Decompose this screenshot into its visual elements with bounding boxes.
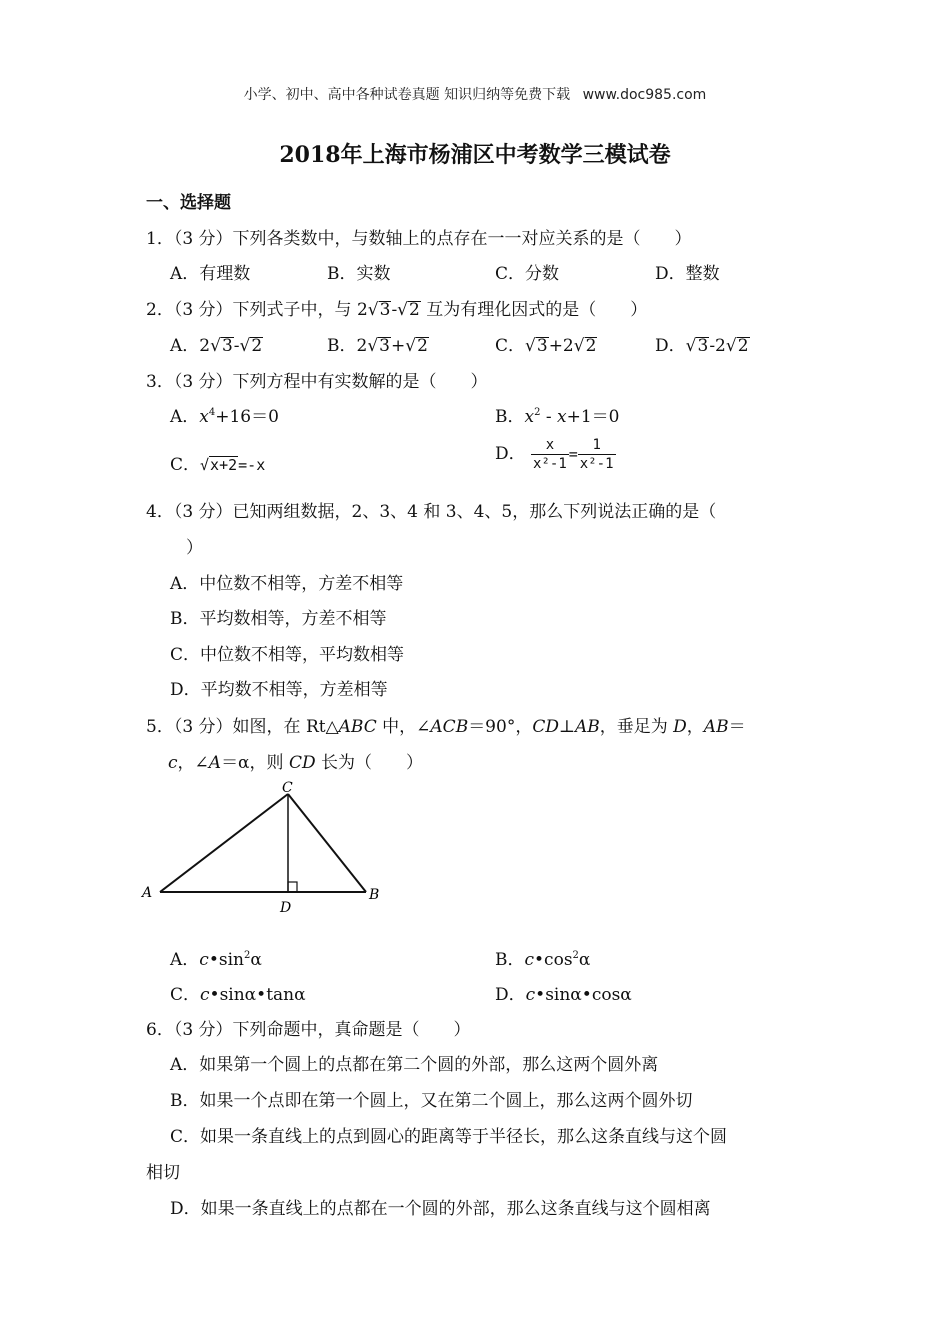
q5-option-a: A．$c•\sin^2\alpha$ [170,950,262,970]
q3-option-c-label: C． [170,455,201,475]
q3-fraction-right [578,436,616,473]
q3-fraction-left [531,436,569,473]
q6-stem: 6．（3 分）下列命题中，真命题是（ ） [146,1020,471,1040]
label-a: A [142,885,153,901]
q1-option-c: C．分数 [495,264,560,284]
q1-option-a: A．有理数 [170,264,251,284]
q1-stem: 1．（3 分）下列各类数中，与数轴上的点存在一一对应关系的是（ ） [146,229,692,249]
site-url[interactable]: www.doc985.com [582,87,707,103]
q3-stem: 3．（3 分）下列方程中有实数解的是（ ） [146,372,488,392]
q5-option-b: B．$c•\cos^2\alpha$ [495,950,591,970]
q2-option-a-label: A． [170,336,200,356]
q3-numerator-left: x [531,436,569,455]
q1-option-d: D．整数 [655,264,720,284]
q5-option-c-label: C． [170,985,201,1005]
q2-expression: 2√3-√2 [356,300,420,320]
q5-option-d-label: D． [495,985,526,1005]
site-header-text: 小学、初中、高中各种试卷真题 知识归纳等免费下载 [243,87,571,103]
q6-option-b: B．如果一个点即在第一个圆上，又在第二个圆上，那么这两个圆外切 [170,1091,693,1111]
q6-option-d: D．如果一条直线上的点都在一个圆的外部，那么这条直线与这个圆相离 [170,1199,711,1219]
q3-option-b-label: B． [495,407,525,427]
q2-stem [146,295,647,320]
q6-option-c-line2: 相切 [146,1163,180,1183]
q2-option-a: A．2√3-√2 [170,336,263,356]
q4-option-b: B．平均数相等，方差不相等 [170,609,387,629]
q1-option-b: B．实数 [327,264,391,284]
q6-option-a: A．如果第一个圆上的点都在第二个圆的外部，那么这两个圆外离 [170,1055,659,1075]
label-c: C [282,780,293,796]
q2-option-d-label: D． [655,336,686,356]
q3-option-a-label: A． [170,407,200,427]
q3-option-d-label: D． [495,444,526,464]
section-heading: 一、选择题 [146,193,231,213]
q3-option-c-rhs: =-x [238,456,266,474]
q3-denominator-right: x²-1 [579,456,614,472]
q2-option-b-label: B． [327,336,357,356]
q4-stem-line2: ） [186,538,203,558]
q4-option-d: D．平均数不相等，方差相等 [170,680,388,700]
q3-option-c: C．√x+2=-x [170,455,266,475]
q2-option-c-label: C． [495,336,526,356]
q5-triangle-figure [140,776,390,916]
q3-option-d [495,436,616,473]
q4-option-a: A．中位数不相等，方差不相等 [170,574,404,594]
right-angle-mark [288,882,297,892]
q5-stem-line2: c，∠A＝α，则 CD 长为（ ） [168,753,423,773]
q5-option-d: D．c•sinα•cosα [495,985,632,1005]
q2-option-b: B．2√3+√2 [327,336,428,356]
q3-option-b: B．$x^2 - x+1=0$ [495,407,620,427]
side-cb [288,794,366,892]
q2-option-c: C．√3+2√2 [495,336,597,356]
page-title: 2018年上海市杨浦区中考数学三模试卷 [279,142,671,168]
q2-stem-pre: 2．（3 分）下列式子中，与 [146,300,357,320]
site-header [0,84,950,104]
q4-stem-line1: 4．（3 分）已知两组数据，2、3、4 和 3、4、5，那么下列说法正确的是（ [146,502,717,522]
label-b: B [369,887,380,903]
label-d: D [280,900,292,916]
q2-stem-post: 互为有理化因式的是（ ） [420,300,648,320]
q3-equals: = [568,445,578,463]
q3-option-a: A．$x^4+16=0$ [170,407,279,427]
side-ac [160,794,288,892]
q2-option-d: D．√3-2√2 [655,336,749,356]
q5-option-b-label: B． [495,950,525,970]
q5-option-a-label: A． [170,950,200,970]
q6-option-c-line1: C．如果一条直线上的点到圆心的距离等于半径长，那么这条直线与这个圆 [170,1127,728,1147]
q5-option-c: C．c•sinα•tanα [170,985,306,1005]
q3-denominator-left: x²-1 [533,456,567,472]
q4-option-c: C．中位数不相等，平均数相等 [170,645,405,665]
q5-stem-line1: 5．（3 分）如图，在 Rt△ABC 中，∠ACB＝90°，CD⊥AB，垂足为 D，AB＝ [146,717,746,737]
q3-numerator-right: 1 [578,436,616,455]
